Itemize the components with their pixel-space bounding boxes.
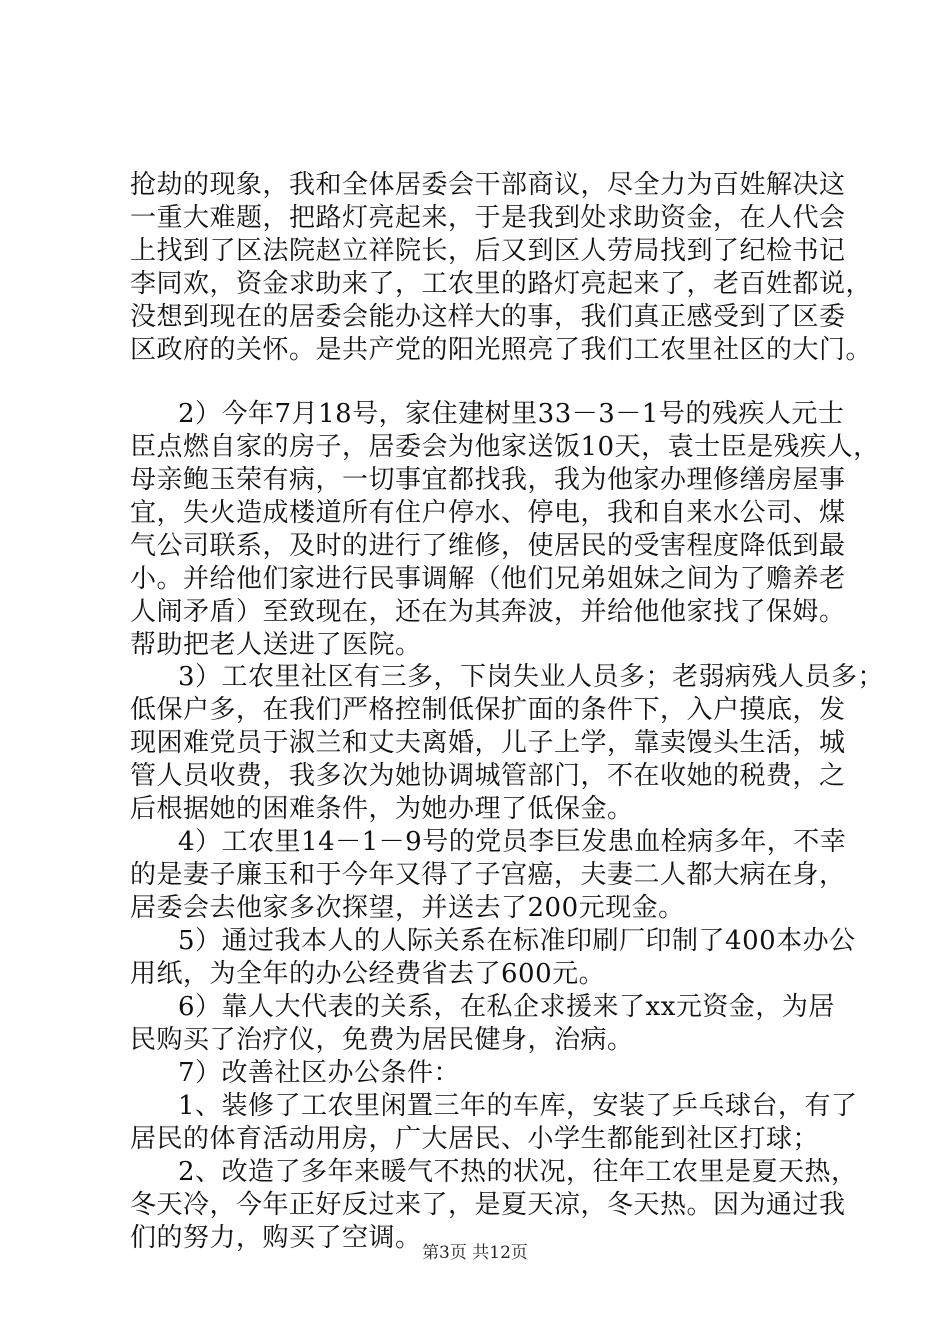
text-line: 李同欢，资金求助来了，工农里的路灯亮起来了，老百姓都说， <box>130 269 873 299</box>
paragraph-5-first-line: 5）通过我本人的人际关系在标准印刷厂印制了400本办公 <box>178 926 856 956</box>
paragraph-4-first-line: 4）工农里14－1－9号的党员李巨发患血栓病多年，不幸 <box>178 827 847 857</box>
text-line: 宜，失火造成楼道所有住户停水、停电，我和自来水公司、煤 <box>130 498 846 528</box>
list-item-2-first-line: 2、改造了多年来暖气不热的状况，往年工农里是夏天热， <box>178 1157 858 1187</box>
text-line: 用纸，为全年的办公经费省去了600元。 <box>130 959 606 989</box>
text-line: 区政府的关怀。是共产党的阳光照亮了我们工农里社区的大门。 <box>130 335 873 365</box>
text-line: 后根据她的困难条件，为她办理了低保金。 <box>130 794 634 824</box>
text-line: 们的努力，购买了空调。 <box>130 1223 422 1253</box>
page-number-footer: 第3页 共12页 <box>422 1243 528 1263</box>
text-line: 气公司联系，及时的进行了维修，使居民的受害程度降低到最 <box>130 531 846 561</box>
text-line: 居委会去他家多次探望，并送去了200元现金。 <box>130 893 685 923</box>
paragraph-3-first-line: 3）工农里社区有三多，下岗失业人员多；老弱病残人员多； <box>178 662 885 692</box>
text-line: 人闹矛盾）至致现在，还在为其奔波，并给他他家找了保姆。 <box>130 597 846 627</box>
text-line: 现困难党员于淑兰和丈夫离婚，儿子上学，靠卖馒头生活，城 <box>130 728 846 758</box>
text-line: 低保户多，在我们严格控制低保扩面的条件下，入户摸底，发 <box>130 695 846 725</box>
text-line: 抢劫的现象，我和全体居委会干部商议，尽全力为百姓解决这 <box>130 170 846 200</box>
text-line: 小。并给他们家进行民事调解（他们兄弟姐妹之间为了赡养老 <box>130 564 846 594</box>
text-line: 民购买了治疗仪，免费为居民健身，治病。 <box>130 1025 634 1055</box>
text-line: 母亲鲍玉荣有病，一切事宜都找我，我为他家办理修缮房屋事 <box>130 465 846 495</box>
text-line: 居民的体育活动用房，广大居民、小学生都能到社区打球； <box>130 1124 820 1154</box>
text-line: 的是妻子廉玉和于今年又得了子宫癌，夫妻二人都大病在身， <box>130 860 846 890</box>
text-line: 帮助把老人送进了医院。 <box>130 630 422 660</box>
text-line: 管人员收费，我多次为她协调城管部门，不在收她的税费，之 <box>130 761 846 791</box>
text-line: 上找到了区法院赵立祥院长，后又到区人劳局找到了纪检书记 <box>130 236 846 266</box>
paragraph-2-first-line: 2）今年7月18号，家住建树里33－3－1号的残疾人元士 <box>178 399 845 429</box>
text-line: 一重大难题，把路灯亮起来，于是我到处求助资金，在人代会 <box>130 203 846 233</box>
text-line: 没想到现在的居委会能办这样大的事，我们真正感受到了区委 <box>130 302 846 332</box>
paragraph-7-first-line: 7）改善社区办公条件： <box>178 1058 461 1088</box>
paragraph-6-first-line: 6）靠人大代表的关系，在私企求援来了xx元资金，为居 <box>178 992 835 1022</box>
text-line: 冬天冷，今年正好反过来了，是夏天凉，冬天热。因为通过我 <box>130 1190 846 1220</box>
text-line: 臣点燃自家的房子，居委会为他家送饭10天，袁士臣是残疾人， <box>130 432 880 462</box>
list-item-1-first-line: 1、装修了工农里闲置三年的车库，安装了乒乓球台，有了 <box>178 1091 858 1121</box>
